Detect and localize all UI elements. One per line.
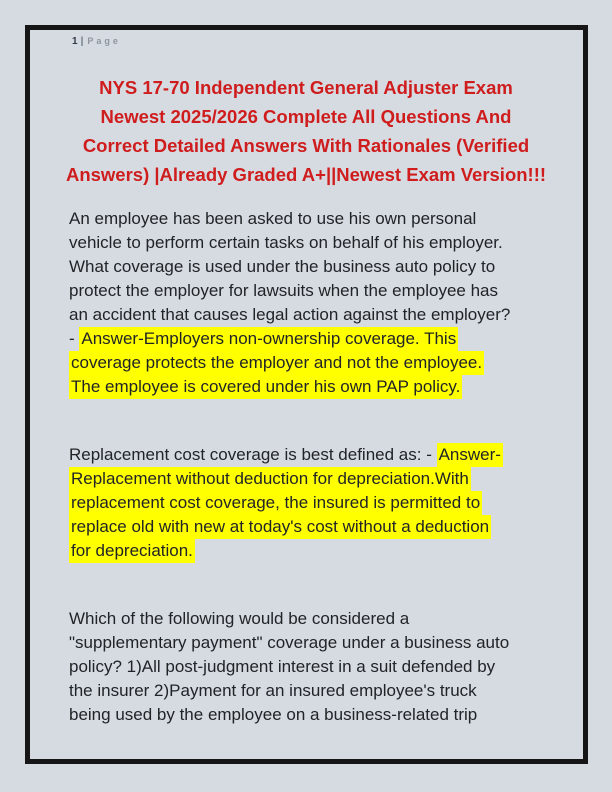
title-line: Correct Detailed Answers With Rationales (Verified [82,135,530,156]
header-page-label: Page [87,36,121,46]
text-line [69,491,564,515]
highlighted-text: for depreciation. [69,539,195,563]
title-line: Newest 2025/2026 Complete All Questions And [100,106,512,127]
paragraph [69,207,564,399]
text-segment: Replacement cost coverage is best defined as: - [69,445,437,464]
title-line: NYS 17-70 Independent General Adjuster Exam [99,77,513,98]
paragraph [69,607,564,727]
text-segment: - [69,329,80,348]
text-line [69,279,564,303]
highlighted-text: The employee is covered under his own PAP policy. [69,375,462,399]
text-line [69,231,564,255]
text-line [69,443,564,467]
page-number: 1 [72,36,78,47]
text-segment: vehicle to perform certain tasks on behalf of his employer. [69,233,503,252]
highlighted-text: coverage protects the employer and not the employee. [69,351,484,375]
document-title [40,73,572,189]
text-line [69,255,564,279]
text-segment: What coverage is used under the business auto policy to [69,257,496,276]
text-line [69,679,564,703]
highlighted-text: replacement cost coverage, the insured is permitted to [69,491,482,515]
highlighted-text: Replacement without deduction for depreciation.With [69,467,471,491]
text-line [69,515,564,539]
text-segment: protect the employer for lawsuits when the employee has [69,281,499,300]
text-line [69,207,564,231]
text-line [69,467,564,491]
paragraph [69,443,564,563]
text-line [69,539,564,563]
text-line [69,607,564,631]
text-line [69,303,564,327]
text-segment: an accident that causes legal action against the employer? [69,305,511,324]
text-segment: "supplementary payment" coverage under a business auto [69,633,510,652]
text-segment: policy? 1)All post-judgment interest in a suit defended by [69,657,496,676]
text-segment: An employee has been asked to use his own personal [69,209,477,228]
text-segment: being used by the employee on a business-related trip [69,705,478,724]
highlighted-text: replace old with new at today's cost without a deduction [69,515,491,539]
text-line [69,351,564,375]
highlighted-text: Answer- [437,443,503,467]
text-line [69,655,564,679]
text-segment: the insurer 2)Payment for an insured employee's truck [69,681,477,700]
header-divider: | [80,36,84,47]
body-text [69,207,564,771]
text-line [69,375,564,399]
text-segment: Which of the following would be considered a [69,609,410,628]
page-header [72,36,121,47]
text-line [69,703,564,727]
title-line: Answers) |Already Graded A+||Newest Exam Version!!! [65,164,547,185]
text-line [69,631,564,655]
text-line [69,327,564,351]
highlighted-text: Answer-Employers non-ownership coverage. This [79,327,458,351]
